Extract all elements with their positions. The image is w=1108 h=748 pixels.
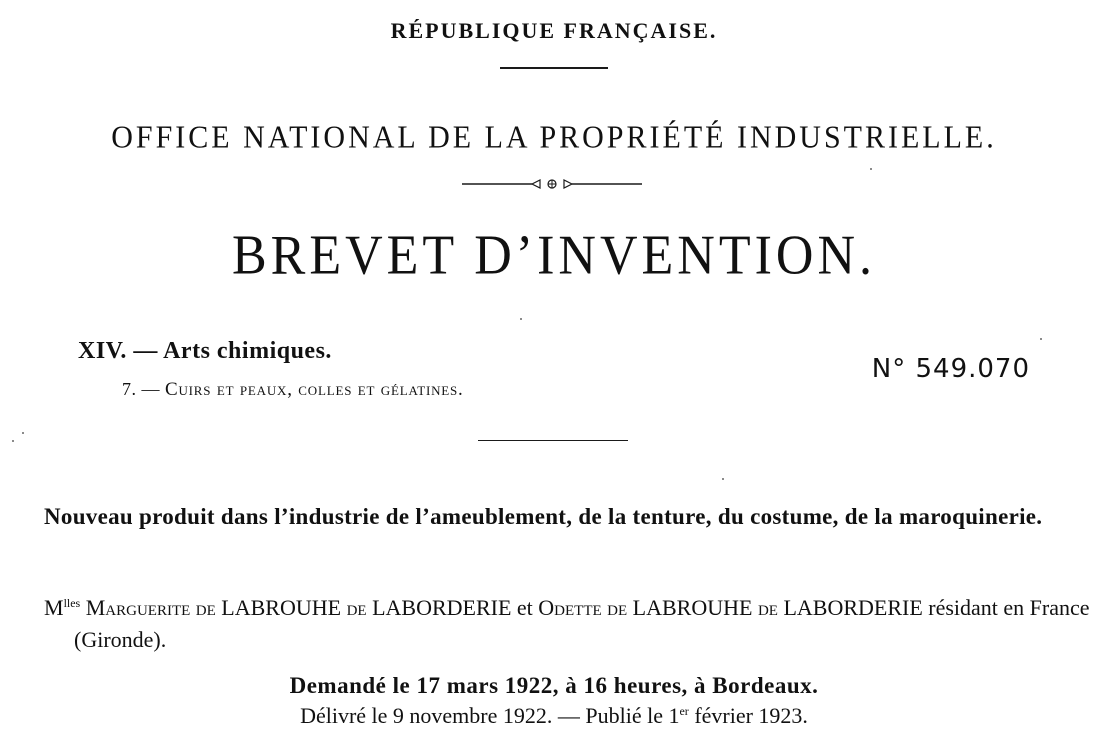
first-name-1: Marguerite de [85,595,216,620]
delivery-publication-dates [0,703,1108,729]
applicants-prefix: M [44,595,64,620]
particle-2: de [757,595,778,620]
header-divider [500,67,608,69]
republic-heading: RÉPUBLIQUE FRANÇAISE. [390,18,718,43]
filing-statement: Demandé le 17 mars 1922, à 16 heures, à Bordeaux. [289,673,819,698]
ornament-divider [462,174,642,194]
particle-1: de [346,595,367,620]
document-type-heading: BREVET D’INVENTION. [231,224,877,287]
scan-speck [1040,338,1042,340]
published-sup: er [679,704,689,718]
patent-title: Nouveau produit dans l’industrie de l’ameublement, de la tenture, du costume, de la maroquinerie. [44,504,1043,529]
delivered-text: Délivré le 9 novembre 1922. — Publié le 1 [300,703,680,728]
classification-group: XIV. — Arts chimiques. [78,338,332,364]
residence: résidant en France (Gironde). [74,595,1090,652]
connector: et [516,595,533,620]
scan-speck [520,318,522,320]
section-divider [478,440,628,441]
surname-2: LABROUHE [632,595,753,620]
published-rest: février 1923. [688,703,808,728]
subgroup-number: 7. — [122,379,165,399]
scan-speck [12,440,14,442]
classification-subgroup [122,379,464,401]
surname-1: LABROUHE [221,595,342,620]
subgroup-label: Cuirs et peaux, colles et gélatines. [165,379,464,400]
patent-number: N° 549.070 [871,354,1030,384]
surname-2b: LABORDERIE [783,595,923,620]
scan-speck [22,432,24,434]
applicants-prefix-sup: lles [63,596,81,610]
first-name-2: Odette de [538,595,628,620]
scan-speck [870,168,872,170]
surname-1b: LABORDERIE [372,595,512,620]
applicants [44,587,1104,656]
scan-speck [722,478,724,480]
office-heading: OFFICE NATIONAL DE LA PROPRIÉTÉ INDUSTRIELLE. [111,120,997,155]
